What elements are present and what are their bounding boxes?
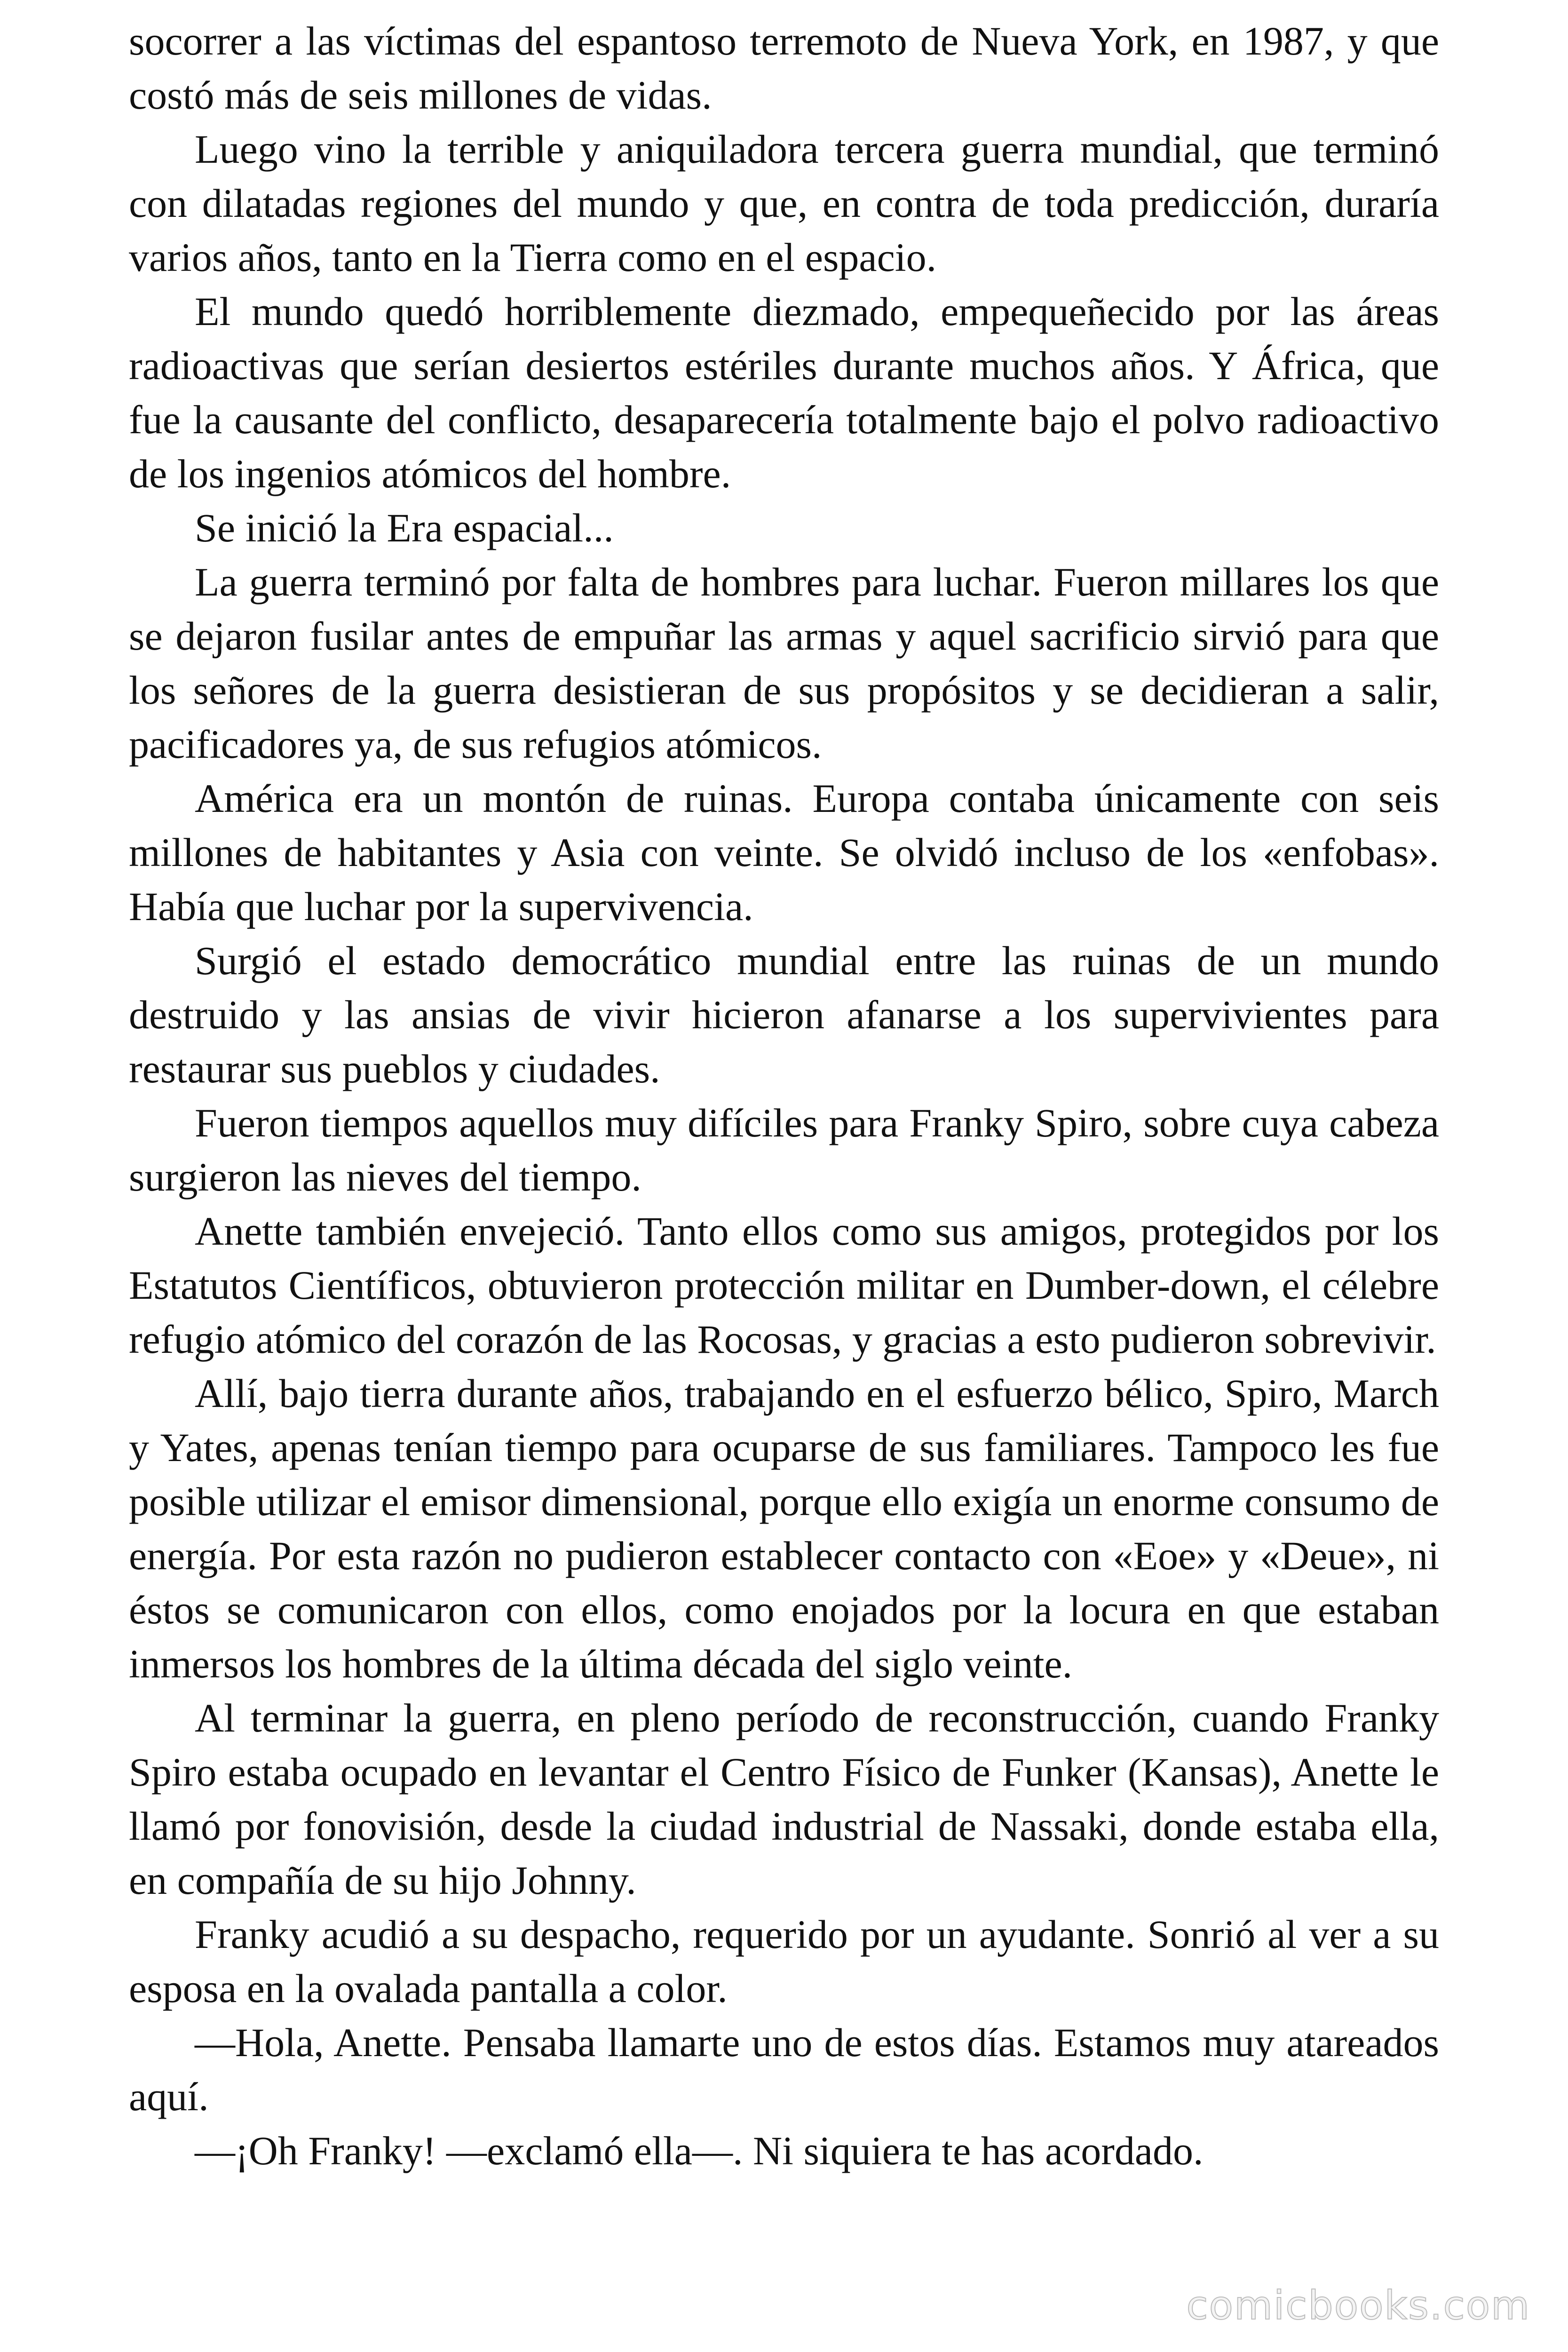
paragraph: El mundo quedó horriblemente diezmado, empequeñecido por las áreas radioactivas que serían desiertos estériles durante muchos años. Y África, que fue la causante del conflicto, desaparecería totalmente bajo el polvo radioactivo de los ingenios atómicos del hombre. xyxy=(129,289,1439,496)
paragraph: Luego vino la terrible y aniquiladora tercera guerra mundial, que terminó con dilatadas regiones del mundo y que, en contra de toda predicción, duraría varios años, tanto en la Tierra como en el espacio. xyxy=(129,127,1439,280)
dialogue-paragraph: —¡Oh Franky! —exclamó ella—. Ni siquiera te has acordado. xyxy=(195,2128,1204,2173)
paragraph: Se inició la Era espacial... xyxy=(195,505,614,550)
paragraph: Allí, bajo tierra durante años, trabajando en el esfuerzo bélico, Spiro, March y Yates, apenas tenían tiempo para ocuparse de sus familiares. Tampoco les fue posible utilizar el emisor dimensional, porque ello exigía un enorme consumo de energía. Por esta razón no pudieron establecer contacto con «Eoe» y «Deue», ni éstos se comunicaron con ellos, como enojados por la locura en que estaban inmersos los hombres de la última década del siglo veinte. xyxy=(129,1371,1439,1686)
paragraph: La guerra terminó por falta de hombres para luchar. Fueron millares los que se dejaron fusilar antes de empuñar las armas y aquel sacrificio sirvió para que los señores de la guerra desistieran de sus propósitos y se decidieran a salir, pacificadores ya, de sus refugios atómicos. xyxy=(129,559,1439,767)
paragraph: Al terminar la guerra, en pleno período de reconstrucción, cuando Franky Spiro estaba ocupado en levantar el Centro Físico de Funker (Kansas), Anette le llamó por fonovisión, desde la ciudad industrial de Nassaki, donde estaba ella, en compañía de su hijo Johnny. xyxy=(129,1695,1439,1903)
dialogue-paragraph: —Hola, Anette. Pensaba llamarte uno de estos días. Estamos muy atareados aquí. xyxy=(129,2020,1439,2119)
paragraph: América era un montón de ruinas. Europa contaba únicamente con seis millones de habitantes y Asia con veinte. Se olvidó incluso de los «enfobas». Había que luchar por la supervivencia. xyxy=(129,776,1439,929)
paragraph: Franky acudió a su despacho, requerido por un ayudante. Sonrió al ver a su esposa en la ovalada pantalla a color. xyxy=(129,1912,1439,2011)
paragraph: Fueron tiempos aquellos muy difíciles para Franky Spiro, sobre cuya cabeza surgieron las nieves del tiempo. xyxy=(129,1100,1439,1200)
watermark-text: comicbooks.com xyxy=(1186,2282,1530,2328)
book-page xyxy=(129,14,1439,2178)
paragraph-continued: socorrer a las víctimas del espantoso terremoto de Nueva York, en 1987, y que costó más de seis millones de vidas. xyxy=(129,18,1439,118)
paragraph: Anette también envejeció. Tanto ellos como sus amigos, protegidos por los Estatutos Científicos, obtuvieron protección militar en Dumber-down, el célebre refugio atómico del corazón de las Rocosas, y gracias a esto pudieron sobrevivir. xyxy=(129,1208,1439,1362)
paragraph: Surgió el estado democrático mundial entre las ruinas de un mundo destruido y las ansias de vivir hicieron afanarse a los supervivientes para restaurar sus pueblos y ciudades. xyxy=(129,938,1439,1091)
